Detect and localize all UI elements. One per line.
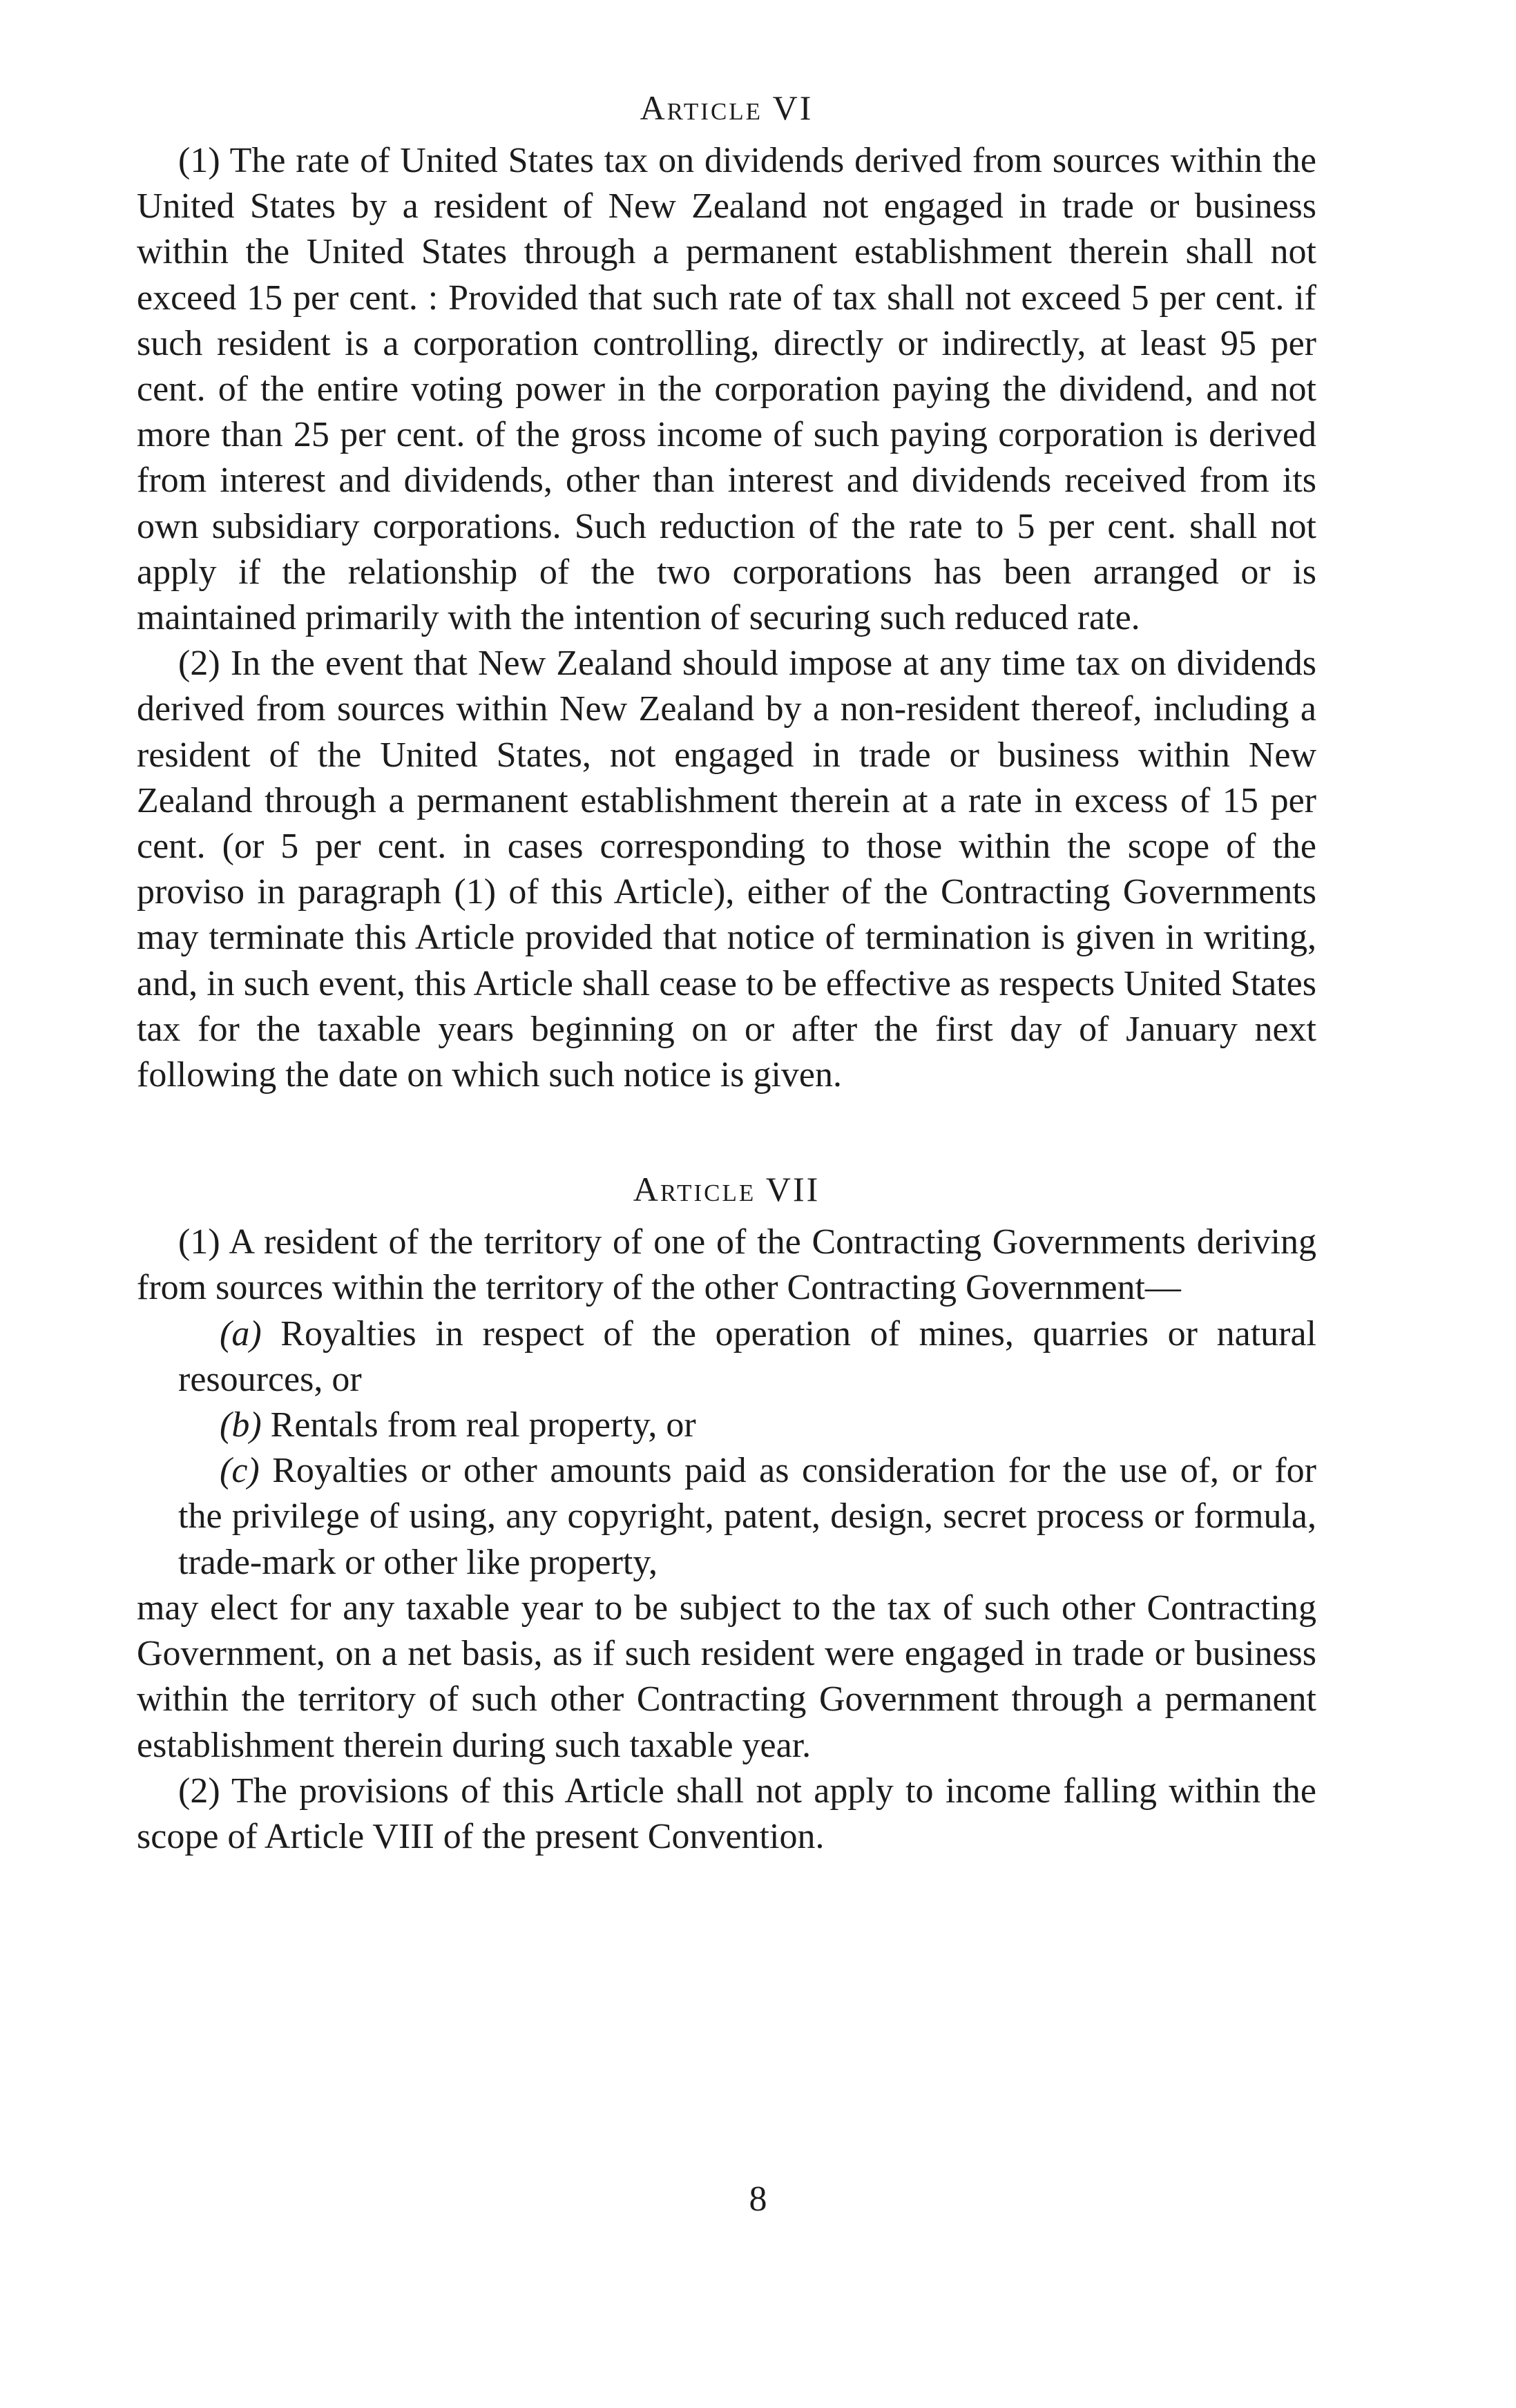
article-vi-heading: Article VI bbox=[640, 88, 814, 127]
item-b-marker: (b) bbox=[220, 1405, 262, 1445]
item-c-text: Royalties or other amounts paid as consideration for the use of, or for the privilege of using, any copyright, patent, design, secret process or formula, trade-mark or other like property, bbox=[178, 1451, 1316, 1582]
item-b-text: Rentals from real property, or bbox=[261, 1405, 696, 1445]
article-vii-item-a bbox=[137, 1311, 1316, 1403]
article-vii-item-b bbox=[137, 1403, 1316, 1448]
item-a-marker: (a) bbox=[220, 1313, 262, 1354]
page-number: 8 bbox=[749, 2179, 767, 2219]
spacer bbox=[137, 133, 1316, 138]
article-vii-item-c bbox=[137, 1448, 1316, 1586]
spacer bbox=[137, 1214, 1316, 1220]
item-a-text: Royalties in respect of the operation of mines, quarries or natural resources, or bbox=[178, 1313, 1316, 1399]
article-vii-heading: Article VII bbox=[633, 1170, 821, 1209]
document-page bbox=[137, 83, 1316, 2362]
article-vii-paragraph-2: (2) The provisions of this Article shall not apply to income falling within the scope of Article VIII of the present Convention. bbox=[137, 1771, 1316, 1856]
article-vii-paragraph-1-continuation: may elect for any taxable year to be subject to the tax of such other Contracting Government, on a net basis, as if such resident were engaged in trade or business within the territory of such other Contracting Government through a permanent establishment therein during such taxable year. bbox=[137, 1588, 1316, 1765]
article-vi-paragraph-1: (1) The rate of United States tax on dividends derived from sources within the United States by a resident of New Zealand not engaged in trade or business within the United States through a permanent establishment therein shall not exceed 15 per cent. : Provided that such rate of tax shall not exceed 5 per cent. if such resident is a corporation controlling, directly or indirectly, at least 95 per cent. of the entire voting power in the corporation paying the dividend, and not more than 25 per cent. of the gross income of such paying corporation is derived from interest and dividends, other than interest and dividends received from its own subsidiary corporations. Such reduction of the rate to 5 per cent. shall not apply if the relationship of the two corporations has been arranged or is maintained primarily with the intention of securing such reduced rate. bbox=[137, 141, 1316, 638]
article-vii-paragraph-1: (1) A resident of the territory of one of the Contracting Governments deriving from sources within the territory of the other Contracting Government— bbox=[137, 1222, 1316, 1308]
spacer bbox=[137, 1098, 1316, 1164]
item-c-marker: (c) bbox=[220, 1451, 260, 1491]
article-vi-paragraph-2: (2) In the event that New Zealand should impose at any time tax on dividends derived from sources within New Zealand by a non-resident thereof, including a resident of the United States, not engaged in trade or business within New Zealand through a permanent establishment therein at a rate in excess of 15 per cent. (or 5 per cent. in cases corresponding to those within the scope of the proviso in paragraph (1) of this Article), either of the Contracting Governments may terminate this Article provided that notice of termination is given in writing, and, in such event, this Article shall cease to be effective as respects United States tax for the taxable years beginning on or after the first day of January next following the date on which such notice is given. bbox=[137, 644, 1316, 1095]
